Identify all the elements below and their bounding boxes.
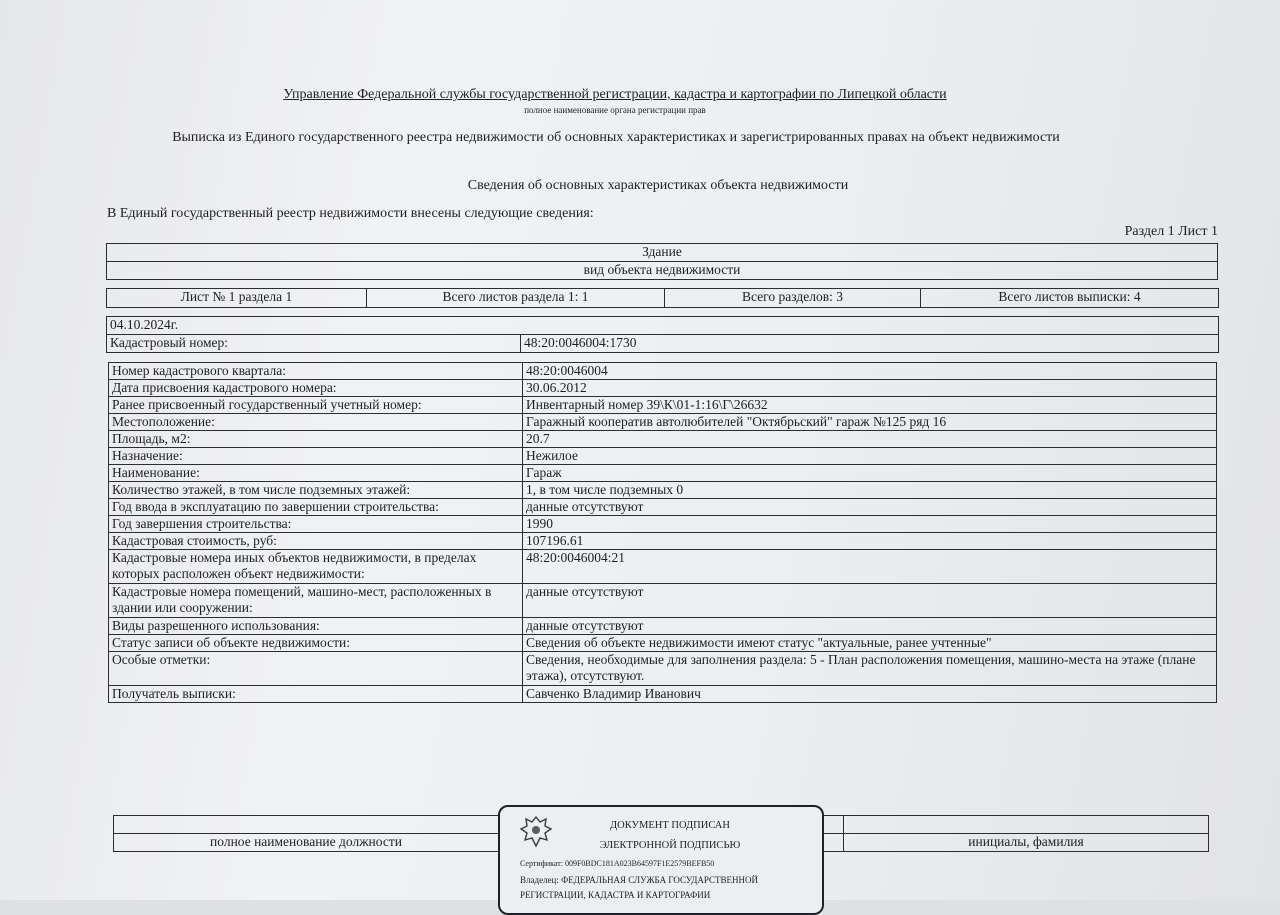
extract-date: 04.10.2024г. bbox=[107, 317, 1219, 335]
emblem-icon bbox=[518, 813, 554, 851]
row-label: Год завершения строительства: bbox=[109, 516, 523, 533]
row-value: данные отсутствуют bbox=[523, 584, 1217, 618]
authority-caption: полное наименование органа регистрации прав bbox=[524, 105, 706, 115]
electronic-signature-stamp bbox=[498, 805, 824, 915]
table-row bbox=[109, 448, 1217, 465]
row-label: Наименование: bbox=[109, 465, 523, 482]
authority-name: Управление Федеральной службы государственной регистрации, кадастра и картографии по Липецкой области bbox=[283, 87, 947, 102]
table-row bbox=[109, 550, 1217, 584]
row-label: Год ввода в эксплуатацию по завершении строительства: bbox=[109, 499, 523, 516]
object-type-caption: вид объекта недвижимости bbox=[107, 262, 1218, 280]
row-value: 107196.61 bbox=[523, 533, 1217, 550]
row-value: Сведения об объекте недвижимости имеют статус "актуальные, ранее учтенные" bbox=[523, 635, 1217, 652]
row-value: 48:20:0046004:21 bbox=[523, 550, 1217, 584]
row-value: 20.7 bbox=[523, 431, 1217, 448]
row-value: Савченко Владимир Иванович bbox=[523, 686, 1217, 703]
row-value: 1990 bbox=[523, 516, 1217, 533]
stamp-line-2: ЭЛЕКТРОННОЙ ПОДПИСЬЮ bbox=[599, 840, 741, 851]
row-label: Назначение: bbox=[109, 448, 523, 465]
table-row bbox=[109, 465, 1217, 482]
table-row bbox=[109, 584, 1217, 618]
row-value: 48:20:0046004 bbox=[523, 363, 1217, 380]
table-row bbox=[109, 499, 1217, 516]
date-cadastral-table bbox=[106, 316, 1219, 353]
name-caption: инициалы, фамилия bbox=[844, 834, 1209, 852]
row-value: 1, в том числе подземных 0 bbox=[523, 482, 1217, 499]
table-row bbox=[109, 414, 1217, 431]
row-value: 30.06.2012 bbox=[523, 380, 1217, 397]
certificate-owner: Владелец: ФЕДЕРАЛЬНАЯ СЛУЖБА ГОСУДАРСТВЕННОЙ РЕГИСТРАЦИИ, КАДАСТРА И КАРТОГРАФИИ bbox=[520, 875, 759, 900]
row-label: Получатель выписки: bbox=[109, 686, 523, 703]
row-label: Местоположение: bbox=[109, 414, 523, 431]
object-type: Здание bbox=[107, 244, 1218, 262]
section-heading: Сведения об основных характеристиках объекта недвижимости bbox=[467, 178, 849, 193]
row-label: Площадь, м2: bbox=[109, 431, 523, 448]
table-row bbox=[109, 397, 1217, 414]
intro-text: В Единый государственный реестр недвижимости внесены следующие сведения: bbox=[107, 206, 594, 221]
row-value: Нежилое bbox=[523, 448, 1217, 465]
table-row bbox=[109, 363, 1217, 380]
row-label: Особые отметки: bbox=[109, 652, 523, 686]
row-value: данные отсутствуют bbox=[523, 499, 1217, 516]
section-sheet-count: Всего листов раздела 1: 1 bbox=[367, 289, 665, 308]
table-row bbox=[109, 516, 1217, 533]
table-row bbox=[109, 431, 1217, 448]
cadastral-number-label: Кадастровый номер: bbox=[107, 335, 521, 353]
row-value: Гараж bbox=[523, 465, 1217, 482]
sheet-number: Лист № 1 раздела 1 bbox=[107, 289, 367, 308]
row-value: Сведения, необходимые для заполнения раздела: 5 - План расположения помещения, машино-места на этаже (плане этажа), отсутствуют. bbox=[523, 652, 1217, 686]
stamp-line-1: ДОКУМЕНТ ПОДПИСАН bbox=[610, 820, 730, 831]
section-count: Всего разделов: 3 bbox=[665, 289, 921, 308]
row-value: данные отсутствуют bbox=[523, 618, 1217, 635]
certificate-number: Сертификат: 009F0BDC181A023B64597F1E2579BEFB50 bbox=[520, 859, 715, 868]
section-reference: Раздел 1 Лист 1 bbox=[1124, 224, 1218, 239]
row-label: Ранее присвоенный государственный учетный номер: bbox=[109, 397, 523, 414]
sheet-info-table bbox=[106, 288, 1219, 308]
table-row bbox=[109, 686, 1217, 703]
characteristics-table bbox=[108, 362, 1217, 703]
extract-title: Выписка из Единого государственного реестра недвижимости об основных характеристиках и зарегистрированных правах на объект недвижимости bbox=[172, 130, 1060, 145]
table-row bbox=[109, 652, 1217, 686]
table-row bbox=[109, 482, 1217, 499]
row-value: Гаражный кооператив автолюбителей "Октябрьский" гараж №125 ряд 16 bbox=[523, 414, 1217, 431]
row-label: Количество этажей, в том числе подземных этажей: bbox=[109, 482, 523, 499]
extract-sheet-count: Всего листов выписки: 4 bbox=[921, 289, 1219, 308]
position-caption: полное наименование должности bbox=[114, 834, 499, 852]
table-row bbox=[109, 380, 1217, 397]
row-label: Кадастровые номера помещений, машино-мест, расположенных в здании или сооружении: bbox=[109, 584, 523, 618]
row-label: Кадастровая стоимость, руб: bbox=[109, 533, 523, 550]
object-type-table bbox=[106, 243, 1218, 280]
row-label: Номер кадастрового квартала: bbox=[109, 363, 523, 380]
row-value: Инвентарный номер 39\К\01-1:16\Г\26632 bbox=[523, 397, 1217, 414]
row-label: Виды разрешенного использования: bbox=[109, 618, 523, 635]
row-label: Дата присвоения кадастрового номера: bbox=[109, 380, 523, 397]
table-row bbox=[109, 618, 1217, 635]
row-label: Кадастровые номера иных объектов недвижимости, в пределах которых расположен объект недвижимости: bbox=[109, 550, 523, 584]
row-label: Статус записи об объекте недвижимости: bbox=[109, 635, 523, 652]
table-row bbox=[109, 635, 1217, 652]
table-row bbox=[109, 533, 1217, 550]
cadastral-number-value: 48:20:0046004:1730 bbox=[521, 335, 1219, 353]
